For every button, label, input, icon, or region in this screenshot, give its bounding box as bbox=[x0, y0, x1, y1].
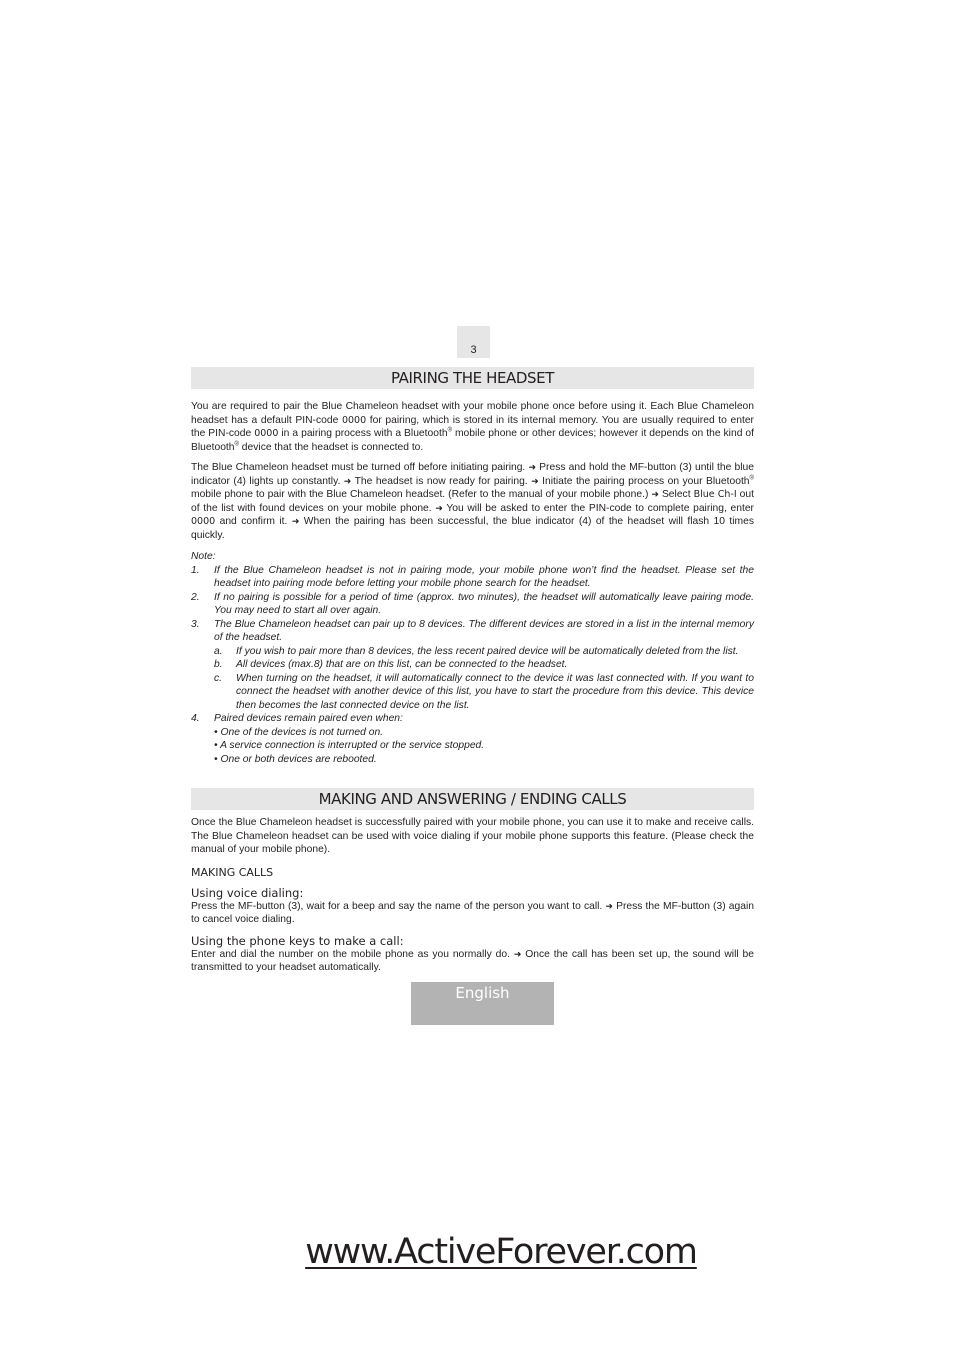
note-sub-item: b. All devices (max.8) that are on this list, can be connected to the headset. bbox=[214, 659, 568, 670]
device-name: Blue Ch-I bbox=[693, 489, 737, 500]
pairing-section bbox=[191, 367, 754, 766]
website-link[interactable]: www.ActiveForever.com bbox=[305, 1232, 697, 1272]
pairing-paragraph-1: You are required to pair the Blue Chameleon headset with your mobile phone once before using it. Each Blue Chameleon headset has a default PIN-code 0000 for pairing, which is stored in its internal memory. You are usually required to enter the PIN-code 0000 in a pairing process with a Bluetooth® mobile phone or other devices; however it depends on the kind of Bluetooth® device that the headset is connected to. bbox=[191, 401, 754, 453]
arrow-icon: ➜ bbox=[291, 516, 300, 526]
arrow-icon: ➜ bbox=[343, 475, 352, 486]
voice-dialing-heading: Using voice dialing: bbox=[191, 885, 304, 900]
arrow-icon: ➜ bbox=[651, 489, 659, 499]
note-bullet: • One of the devices is not turned on. bbox=[214, 726, 384, 738]
pairing-heading: PAIRING THE HEADSET bbox=[191, 367, 754, 389]
calls-heading: MAKING AND ANSWERING / ENDING CALLS bbox=[191, 788, 754, 810]
arrow-icon: ➜ bbox=[513, 948, 522, 959]
note-item: 2. If no pairing is possible for a period of time (approx. two minutes), the headset will automatically leave pairing mode. You may need to start all over again. bbox=[191, 591, 754, 616]
arrow-icon: ➜ bbox=[531, 475, 539, 486]
pairing-paragraph-2: The Blue Chameleon headset must be turned off before initiating pairing. ➜ Press and hold the MF-button (3) until the blue indicator (4) lights up constantly. ➜ The headset is now ready for pairing. ➜ Initiate the pairing process on your Bluetooth® mobile phone to pair with the Blue Chameleon headset. (Refer to the manual of your mobile phone.) ➜ Select Blue Ch-I out of the list with found devices on your mobile phone. ➜ You will be asked to enter the PIN-code to complete pairing, enter 0000 and confirm it. ➜ When the pairing has been successful, the blue indicator (4) of the headset will flash 10 times quickly. bbox=[191, 462, 754, 541]
page-number: 3 bbox=[457, 326, 490, 358]
calls-intro: Once the Blue Chameleon headset is successfully paired with your mobile phone, you can use it to make and receive calls. The Blue Chameleon headset can be used with voice dialing if your mobile phone supports this feature. (Please check the manual of your mobile phone). bbox=[191, 817, 754, 855]
calls-section bbox=[191, 788, 754, 975]
note-bullet: • One or both devices are rebooted. bbox=[214, 753, 377, 765]
phone-keys-text: Enter and dial the number on the mobile phone as you normally do. ➜ Once the call has been set up, the sound will be transmitted to your headset automatically. bbox=[191, 948, 754, 973]
language-tab: English bbox=[411, 982, 554, 1025]
arrow-icon: ➜ bbox=[528, 462, 537, 472]
making-calls-heading: MAKING CALLS bbox=[191, 865, 274, 879]
note-sub-item: c. When turning on the headset, it will automatically connect to the device it was last connected with. If you want to connect the headset with another device of this list, you have to start the procedure from this device. This device then becomes the last connected device on the list. bbox=[214, 672, 754, 711]
note-item: 3. The Blue Chameleon headset can pair up to 8 devices. The different devices are stored in a list in the internal memory of the headset. bbox=[191, 618, 754, 643]
arrow-icon: ➜ bbox=[605, 900, 613, 911]
notes-list bbox=[191, 550, 754, 766]
phone-keys-heading: Using the phone keys to make a call: bbox=[191, 933, 404, 948]
note-bullet: • A service connection is interrupted or the service stopped. bbox=[214, 740, 485, 751]
note-label: Note: bbox=[191, 551, 216, 562]
note-sub-item: a. If you wish to pair more than 8 devices, the less recent paired device will be automatically deleted from the list. bbox=[214, 645, 739, 657]
voice-dialing-text: Press the MF-button (3), wait for a beep and say the name of the person you want to call. ➜ Press the MF-button (3) again to cancel voice dialing. bbox=[191, 900, 754, 925]
note-item: 4. Paired devices remain paired even when: bbox=[191, 713, 403, 724]
note-item: 1. If the Blue Chameleon headset is not in pairing mode, your mobile phone won’t find the headset. Please set the headset into pairing mode before letting your mobile phone search for the headset. bbox=[191, 564, 754, 589]
arrow-icon: ➜ bbox=[435, 502, 443, 513]
